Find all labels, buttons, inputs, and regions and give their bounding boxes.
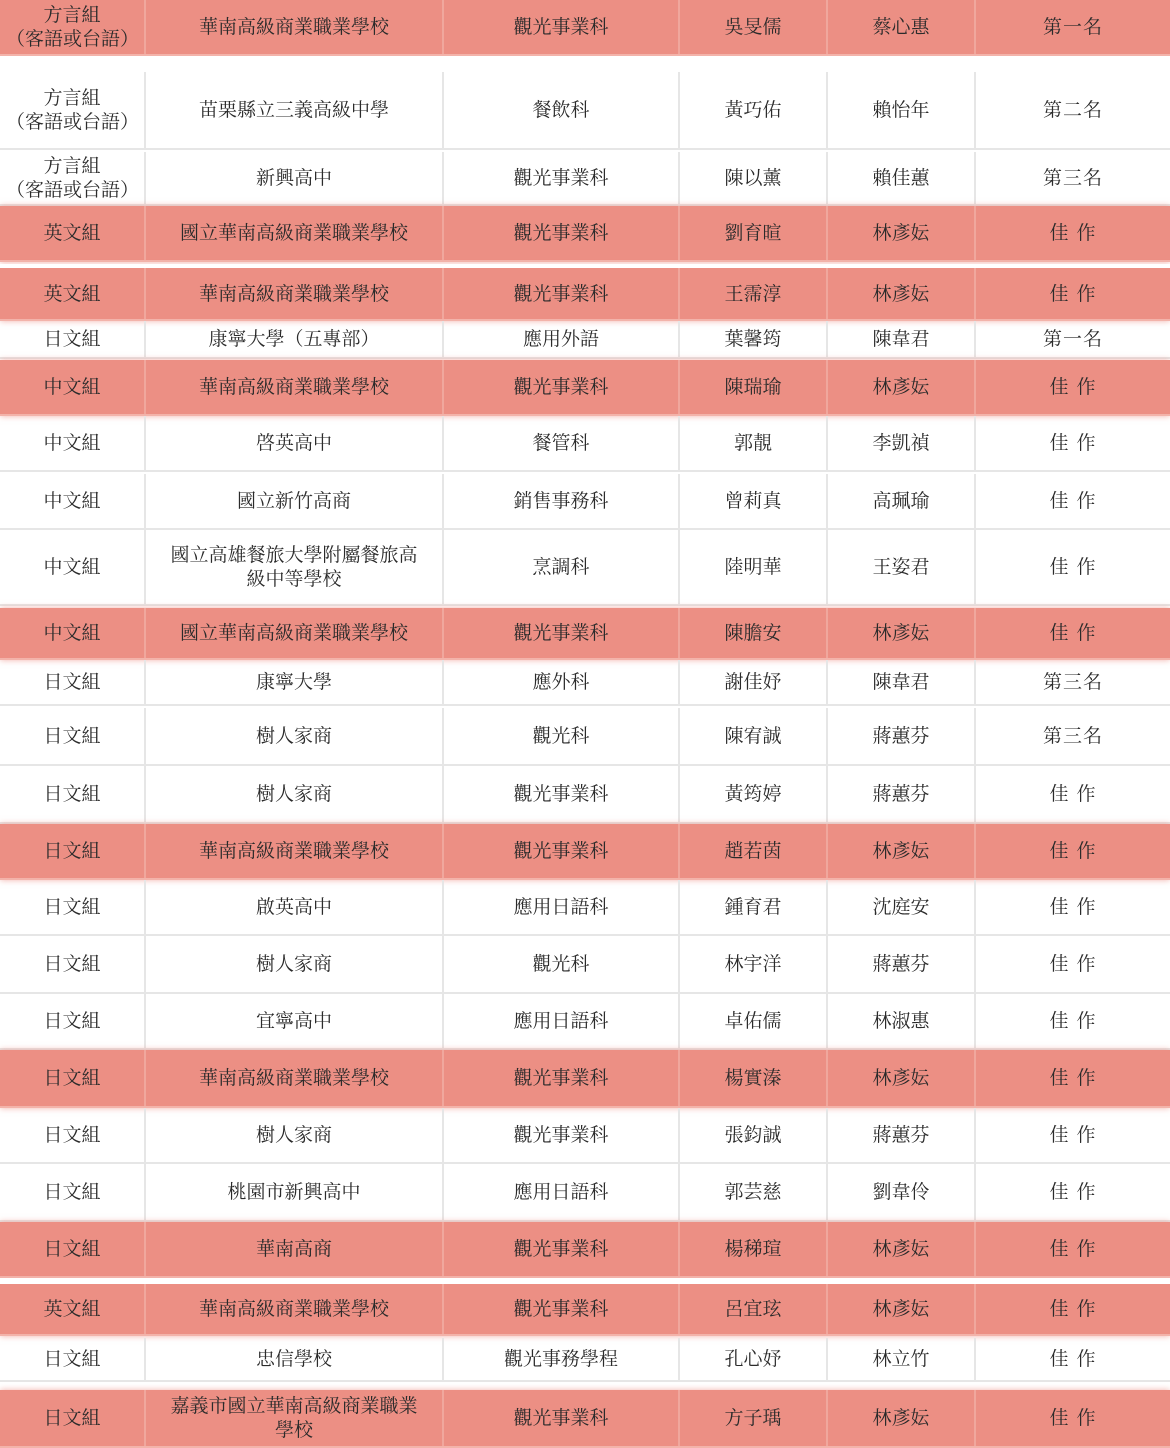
table-row	[0, 0, 1170, 56]
group-cell: 日文組	[0, 321, 146, 357]
table-row	[0, 152, 1170, 206]
group-cell: 中文組	[0, 474, 146, 528]
group-cell: 日文組	[0, 708, 146, 764]
table-row	[0, 474, 1170, 530]
student-cell: 方子瑀	[680, 1390, 828, 1446]
teacher-cell: 高珮瑜	[828, 474, 976, 528]
school-cell: 樹人家商	[146, 1108, 444, 1162]
award-cell: 佳 作	[1049, 953, 1097, 975]
department-cell: 觀光事業科	[444, 1108, 680, 1162]
student-cell: 葉馨筠	[680, 321, 828, 357]
school-cell: 新興高中	[146, 152, 444, 204]
school-cell: 國立新竹高商	[146, 474, 444, 528]
school-cell: 國立華南高級商業職業學校	[146, 206, 444, 260]
snippet-separator	[0, 264, 1170, 268]
student-cell: 呂宜玹	[680, 1284, 828, 1334]
school-cell: 國立高雄餐旅大學附屬餐旅高 級中等學校	[146, 530, 444, 604]
award-cell: 佳 作	[1049, 1010, 1097, 1032]
department-cell: 觀光科	[444, 936, 680, 992]
department-cell: 觀光事業科	[444, 0, 680, 54]
award-cell: 第一名	[1042, 328, 1103, 350]
department-cell: 應用外語	[444, 321, 680, 357]
student-cell: 曾莉真	[680, 474, 828, 528]
teacher-cell: 賴怡年	[828, 72, 976, 148]
award-cell: 第三名	[1042, 671, 1103, 693]
table-row	[0, 1108, 1170, 1164]
group-cell: 日文組	[0, 994, 146, 1048]
table-row	[0, 1164, 1170, 1222]
award-cell: 佳 作	[1049, 556, 1097, 578]
school-cell: 國立華南高級商業職業學校	[146, 608, 444, 658]
award-cell: 佳 作	[1049, 490, 1097, 512]
table-row	[0, 660, 1170, 706]
teacher-cell: 林彥妘	[828, 608, 976, 658]
group-cell: 中文組	[0, 530, 146, 604]
group-cell: 日文組	[0, 1390, 146, 1446]
teacher-cell: 林淑惠	[828, 994, 976, 1048]
school-cell: 忠信學校	[146, 1338, 444, 1380]
table-row	[0, 72, 1170, 150]
school-cell: 華南高商	[146, 1222, 444, 1276]
table-row	[0, 766, 1170, 824]
teacher-cell: 李凱禎	[828, 416, 976, 470]
group-cell: 中文組	[0, 608, 146, 658]
table-row	[0, 530, 1170, 606]
school-cell: 苗栗縣立三義高級中學	[146, 72, 444, 148]
award-cell: 佳 作	[1049, 1067, 1097, 1089]
table-row	[0, 608, 1170, 660]
award-cell: 佳 作	[1049, 1407, 1097, 1429]
school-cell: 華南高級商業職業學校	[146, 360, 444, 414]
student-cell: 趙若茵	[680, 824, 828, 878]
group-cell: 日文組	[0, 766, 146, 822]
award-cell: 佳 作	[1049, 896, 1097, 918]
department-cell: 觀光事務學程	[444, 1338, 680, 1380]
department-cell: 觀光事業科	[444, 608, 680, 658]
table-row	[0, 1338, 1170, 1382]
group-cell: 英文組	[0, 268, 146, 319]
department-cell: 觀光事業科	[444, 152, 680, 204]
department-cell: 觀光事業科	[444, 766, 680, 822]
snippet-separator	[0, 1278, 1170, 1284]
group-cell: 日文組	[0, 880, 146, 934]
group-cell: 日文組	[0, 936, 146, 992]
snippet-separator	[0, 56, 1170, 72]
student-cell: 楊稊瑄	[680, 1222, 828, 1276]
student-cell: 陳宥誠	[680, 708, 828, 764]
table-row	[0, 360, 1170, 416]
school-cell: 華南高級商業職業學校	[146, 0, 444, 54]
award-cell: 佳 作	[1049, 282, 1097, 305]
group-cell: 日文組	[0, 660, 146, 704]
group-cell: 日文組	[0, 1222, 146, 1276]
award-cell: 佳 作	[1049, 1238, 1097, 1260]
school-cell: 啓英高中	[146, 416, 444, 470]
department-cell: 觀光事業科	[444, 824, 680, 878]
school-cell: 康寧大學	[146, 660, 444, 704]
table-row	[0, 936, 1170, 994]
teacher-cell: 王姿君	[828, 530, 976, 604]
school-cell: 宜寧高中	[146, 994, 444, 1048]
school-cell: 啟英高中	[146, 880, 444, 934]
award-cell: 第一名	[1042, 16, 1103, 38]
award-cell: 第三名	[1042, 725, 1103, 747]
group-cell: 日文組	[0, 1338, 146, 1380]
group-cell: 中文組	[0, 416, 146, 470]
student-cell: 孔心妤	[680, 1338, 828, 1380]
award-cell: 佳 作	[1049, 432, 1097, 454]
department-cell: 觀光事業科	[444, 360, 680, 414]
school-cell: 華南高級商業職業學校	[146, 1050, 444, 1106]
group-cell: 日文組	[0, 824, 146, 878]
student-cell: 陳瑞瑜	[680, 360, 828, 414]
department-cell: 觀光事業科	[444, 1390, 680, 1446]
award-cell: 佳 作	[1049, 1181, 1097, 1203]
teacher-cell: 蔣蕙芬	[828, 708, 976, 764]
group-cell: 中文組	[0, 360, 146, 414]
teacher-cell: 蔡心惠	[828, 0, 976, 54]
school-cell: 華南高級商業職業學校	[146, 268, 444, 319]
table-row	[0, 880, 1170, 936]
award-cell: 佳 作	[1049, 222, 1097, 244]
student-cell: 陳膽安	[680, 608, 828, 658]
award-cell: 第二名	[1042, 99, 1103, 121]
teacher-cell: 賴佳蕙	[828, 152, 976, 204]
teacher-cell: 劉韋伶	[828, 1164, 976, 1220]
teacher-cell: 蔣蕙芬	[828, 936, 976, 992]
department-cell: 觀光科	[444, 708, 680, 764]
table-row	[0, 416, 1170, 472]
teacher-cell: 林立竹	[828, 1338, 976, 1380]
teacher-cell: 林彥妘	[828, 1050, 976, 1106]
student-cell: 吳旻儒	[680, 0, 828, 54]
student-cell: 陸明華	[680, 530, 828, 604]
group-cell: 英文組	[0, 1284, 146, 1334]
department-cell: 烹調科	[444, 530, 680, 604]
student-cell: 卓佑儒	[680, 994, 828, 1048]
award-cell: 佳 作	[1049, 376, 1097, 398]
table-row	[0, 1284, 1170, 1336]
group-cell: 日文組	[0, 1108, 146, 1162]
group-cell: 方言組 （客語或台語）	[0, 152, 146, 204]
teacher-cell: 林彥妘	[828, 824, 976, 878]
school-cell: 華南高級商業職業學校	[146, 1284, 444, 1334]
teacher-cell: 林彥妘	[828, 1284, 976, 1334]
table-row	[0, 994, 1170, 1050]
group-cell: 方言組 （客語或台語）	[0, 0, 146, 54]
school-cell: 樹人家商	[146, 766, 444, 822]
department-cell: 餐管科	[444, 416, 680, 470]
group-cell: 方言組 （客語或台語）	[0, 72, 146, 148]
school-cell: 嘉義市國立華南高級商業職業 學校	[146, 1390, 444, 1446]
teacher-cell: 蔣蕙芬	[828, 1108, 976, 1162]
student-cell: 黃筠婷	[680, 766, 828, 822]
table-row	[0, 268, 1170, 321]
group-cell: 英文組	[0, 206, 146, 260]
department-cell: 餐飲科	[444, 72, 680, 148]
award-cell: 佳 作	[1049, 1124, 1097, 1146]
teacher-cell: 沈庭安	[828, 880, 976, 934]
award-cell: 佳 作	[1049, 1298, 1097, 1320]
department-cell: 觀光事業科	[444, 1222, 680, 1276]
student-cell: 鍾育君	[680, 880, 828, 934]
table-row	[0, 206, 1170, 262]
school-cell: 華南高級商業職業學校	[146, 824, 444, 878]
department-cell: 應用日語科	[444, 994, 680, 1048]
department-cell: 應外科	[444, 660, 680, 704]
group-cell: 日文組	[0, 1050, 146, 1106]
student-cell: 陳以薰	[680, 152, 828, 204]
student-cell: 楊實溱	[680, 1050, 828, 1106]
award-cell: 佳 作	[1049, 1348, 1097, 1370]
group-cell: 日文組	[0, 1164, 146, 1220]
award-cell: 佳 作	[1049, 840, 1097, 862]
department-cell: 觀光事業科	[444, 1050, 680, 1106]
school-cell: 樹人家商	[146, 936, 444, 992]
school-cell: 樹人家商	[146, 708, 444, 764]
award-cell: 佳 作	[1049, 622, 1097, 644]
table-row	[0, 1050, 1170, 1108]
student-cell: 謝佳妤	[680, 660, 828, 704]
table-row	[0, 321, 1170, 359]
student-cell: 黃巧佑	[680, 72, 828, 148]
award-cell: 佳 作	[1049, 783, 1097, 805]
teacher-cell: 林彥妘	[828, 360, 976, 414]
teacher-cell: 陳韋君	[828, 660, 976, 704]
student-cell: 郭靚	[680, 416, 828, 470]
department-cell: 觀光事業科	[444, 206, 680, 260]
table-row	[0, 1390, 1170, 1448]
department-cell: 觀光事業科	[444, 268, 680, 319]
department-cell: 銷售事務科	[444, 474, 680, 528]
student-cell: 郭芸慈	[680, 1164, 828, 1220]
teacher-cell: 林彥妘	[828, 206, 976, 260]
student-cell: 王霈淳	[680, 268, 828, 319]
student-cell: 劉育暄	[680, 206, 828, 260]
table-row	[0, 708, 1170, 766]
teacher-cell: 林彥妘	[828, 1390, 976, 1446]
teacher-cell: 蔣蕙芬	[828, 766, 976, 822]
teacher-cell: 林彥妘	[828, 268, 976, 319]
table-row	[0, 824, 1170, 880]
student-cell: 林宇洋	[680, 936, 828, 992]
table-row	[0, 1222, 1170, 1278]
school-cell: 桃園市新興高中	[146, 1164, 444, 1220]
school-cell: 康寧大學（五專部）	[146, 321, 444, 357]
department-cell: 應用日語科	[444, 1164, 680, 1220]
teacher-cell: 陳韋君	[828, 321, 976, 357]
department-cell: 應用日語科	[444, 880, 680, 934]
department-cell: 觀光事業科	[444, 1284, 680, 1334]
teacher-cell: 林彥妘	[828, 1222, 976, 1276]
student-cell: 張鈞誠	[680, 1108, 828, 1162]
award-cell: 第三名	[1042, 167, 1103, 189]
